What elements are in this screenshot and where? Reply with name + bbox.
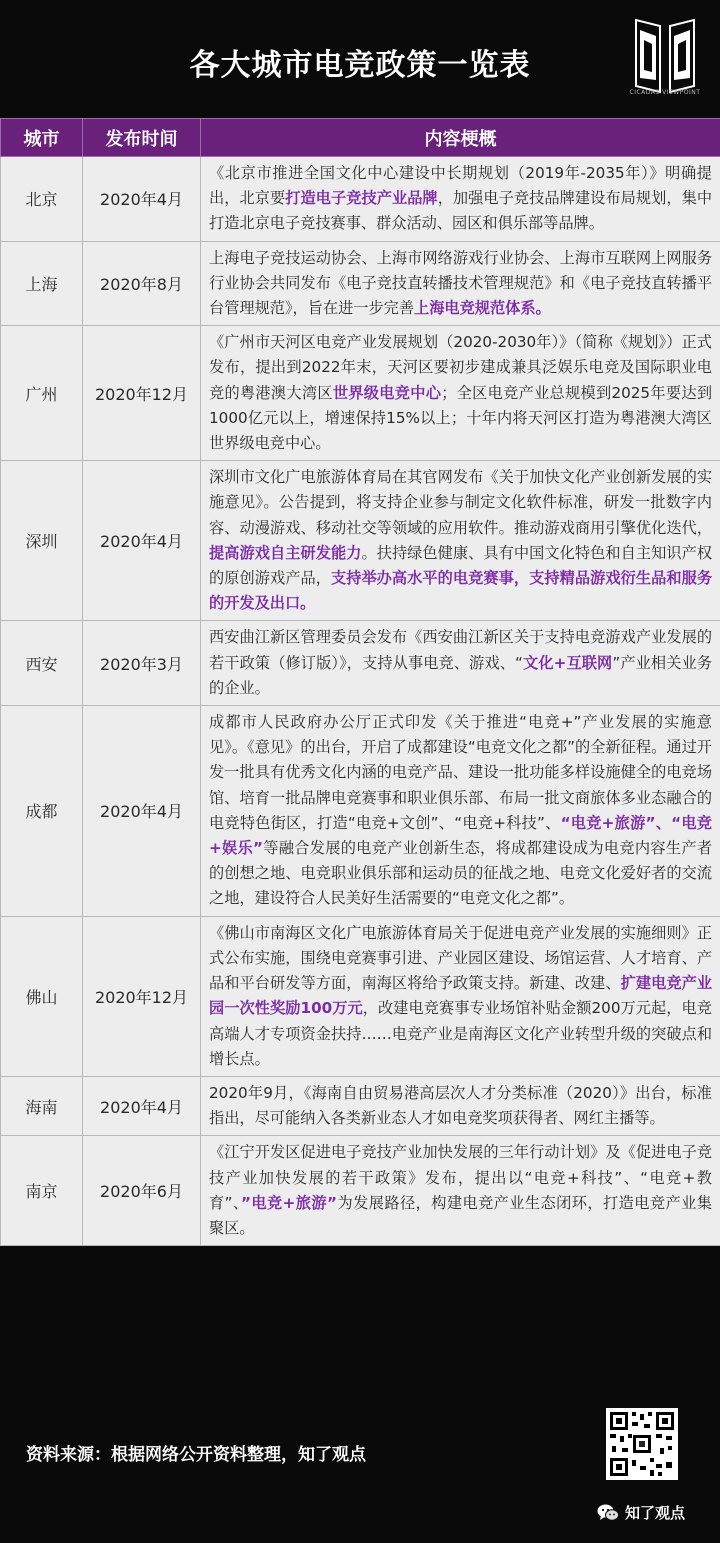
brand-name: 知了观点	[625, 1504, 686, 1522]
city-cell: 上海	[1, 241, 83, 326]
header-city: 城市	[1, 119, 83, 157]
page-title: 各大城市电竞政策一览表	[189, 48, 531, 83]
date-cell: 2020年4月	[83, 1076, 201, 1135]
content-text: 为发展路径，构建电竞产业生态闭环，打造电竞产业集聚区。	[209, 1193, 712, 1237]
content-text: 深圳市文化广电旅游体育局在其官网发布《关于加快文化产业创新发展的实施意见》。公告提到，将支持企业参与制定文化软件标准，研发一批数字内容、动漫游戏、移动社交等领域的应用软件。推动游戏商用引擎优化迭代，	[209, 468, 712, 537]
table-row	[1, 916, 720, 1076]
content-text: 《佛山市南海区文化广电旅游体育局关于促进电竞产业发展的实施细则》正式公布实施，围绕电竞赛事引进、产业园区建设、场馆运营、人才培育、产品和平台研发等方面，南海区将给予政策支持。新建、改建、	[209, 923, 712, 993]
table-row	[1, 706, 720, 917]
table-row	[1, 1076, 720, 1135]
content-text: ”产业相关业务的企业。	[209, 653, 712, 697]
logo-caption: CICADAS VIEWPOINT	[629, 89, 701, 96]
date-cell: 2020年3月	[83, 621, 201, 706]
highlight-text: 世界级电竞中心	[332, 383, 442, 402]
policy-table	[0, 118, 720, 1246]
city-cell: 成都	[1, 706, 83, 917]
highlight-text: 提高游戏自主研发能力	[209, 543, 362, 562]
content-text: ，加强电子竞技品牌建设布局规划，集中打造北京电子竞技赛事、群众活动、园区和俱乐部等品牌。	[209, 189, 713, 233]
highlight-text: 上海电竞规范体系。	[414, 299, 551, 318]
content-text: 2020年9月，《海南自由贸易港高层次人才分类标准（2020）》出台，标准指出，尽可能纳入各类新业态人才如电竞奖项获得者、网红主播等。	[209, 1083, 712, 1128]
city-cell: 广州	[1, 326, 83, 461]
header-content: 内容梗概	[201, 119, 720, 157]
highlight-text: 文化+互联网	[522, 653, 613, 672]
brand-badge	[597, 1500, 707, 1526]
table-row	[1, 157, 720, 242]
content-cell	[201, 916, 720, 1076]
content-cell	[201, 1076, 720, 1135]
city-cell: 西安	[1, 621, 83, 706]
content-cell	[201, 621, 720, 706]
content-cell	[201, 1136, 720, 1246]
header-date: 发布时间	[83, 119, 201, 157]
date-cell: 2020年12月	[83, 326, 201, 461]
content-text: 成都市人民政府办公厅正式印发《关于推进“电竞+”产业发展的实施意见》。《意见》的出台，开启了成都建设“电竞文化之都”的全新征程。通过开发一批具有优秀文化内涵的电竞产品、建设一批功能多样设施健全的电竞场馆、培育一批品牌电竞赛事和职业俱乐部、布局一批文商旅体多业态融合的电竞特色街区，打造“电竞+文创”、“电竞+科技”、	[209, 713, 712, 832]
content-text: ，改建电竞赛事专业场馆补贴金额200万元起，电竞高端人才专项资金扶持……电竞产业是南海区文化产业转型升级的突破点和增长点。	[209, 999, 712, 1068]
highlight-text: 支持举办高水平的电竞赛事，支持精品游戏衍生品和服务的开发及出口。	[209, 569, 712, 613]
content-text: 《北京市推进全国文化中心建设中长期规划（2019年-2035年）》明确提出，北京要	[209, 164, 712, 208]
table-row	[1, 621, 720, 706]
city-cell: 南京	[1, 1136, 83, 1246]
date-cell: 2020年8月	[83, 241, 201, 326]
source-note: 资料来源：根据网络公开资料整理，知了观点	[26, 1445, 366, 1465]
qr-code-icon[interactable]	[606, 1408, 678, 1480]
table-row	[1, 1136, 720, 1246]
date-cell: 2020年6月	[83, 1136, 201, 1246]
city-cell: 深圳	[1, 461, 83, 621]
date-cell: 2020年4月	[83, 706, 201, 917]
content-text: 等融合发展的电竞产业创新生态，将成都建设成为电竞内容生产者的创想之地、电竞职业俱乐部和运动员的征战之地、电竞文化爱好者的交流之地，建设符合人民美好生活需要的“电竞文化之都”。	[209, 839, 713, 908]
content-cell	[201, 326, 720, 461]
table-body	[1, 157, 720, 1246]
content-text: ；全区电竞产业总规模到2025年要达到1000亿元以上，增速保持15%以上；十年内将天河区打造为粤港澳大湾区世界级电竞中心。	[209, 383, 713, 453]
wechat-icon	[597, 1503, 619, 1523]
date-cell: 2020年12月	[83, 916, 201, 1076]
content-cell	[201, 461, 720, 621]
table-row	[1, 461, 720, 621]
city-cell: 佛山	[1, 916, 83, 1076]
content-text: 西安曲江新区管理委员会发布《西安曲江新区关于支持电竞游戏产业发展的若干政策（修订版）》，支持从事电竞、游戏、“	[209, 628, 712, 672]
content-text: 《广州市天河区电竞产业发展规划（2020-2030年）》（简称《规划》）正式发布，提出到2022年末，天河区要初步建成兼具泛娱乐电竞及国际职业电竞的粤港澳大湾区	[209, 333, 712, 402]
content-cell	[201, 241, 720, 326]
highlight-text: 扩建电竞产业园一次性奖励100万元	[209, 974, 713, 1018]
table-row	[1, 241, 720, 326]
content-cell	[201, 157, 720, 242]
header	[0, 0, 720, 118]
city-cell: 海南	[1, 1076, 83, 1135]
highlight-text: 打造电子竞技产业品牌	[285, 189, 438, 208]
content-cell	[201, 706, 720, 917]
table-header-row	[1, 119, 720, 157]
content-text: 上海电子竞技运动协会、上海市网络游戏行业协会、上海市互联网上网服务行业协会共同发布《电子竞技直转播技术管理规范》和《电子竞技直转播平台管理规范》，旨在进一步完善	[209, 248, 712, 318]
content-text: 。扶持绿色健康、具有中国文化特色和自主知识产权的原创游戏产品，	[209, 543, 713, 588]
content-text: 《江宁开发区促进电子竞技产业加快发展的三年行动计划》及《促进电子竞技产业加快发展的若干政策》发布，提出以“电竞+科技”、“电竞+教育”、	[209, 1143, 712, 1212]
date-cell: 2020年4月	[83, 461, 201, 621]
table-row	[1, 326, 720, 461]
city-cell: 北京	[1, 157, 83, 242]
highlight-text: ”电竞+旅游”	[240, 1193, 338, 1212]
date-cell: 2020年4月	[83, 157, 201, 242]
highlight-text: “电竞+旅游”、“电竞+娱乐”	[209, 813, 712, 858]
